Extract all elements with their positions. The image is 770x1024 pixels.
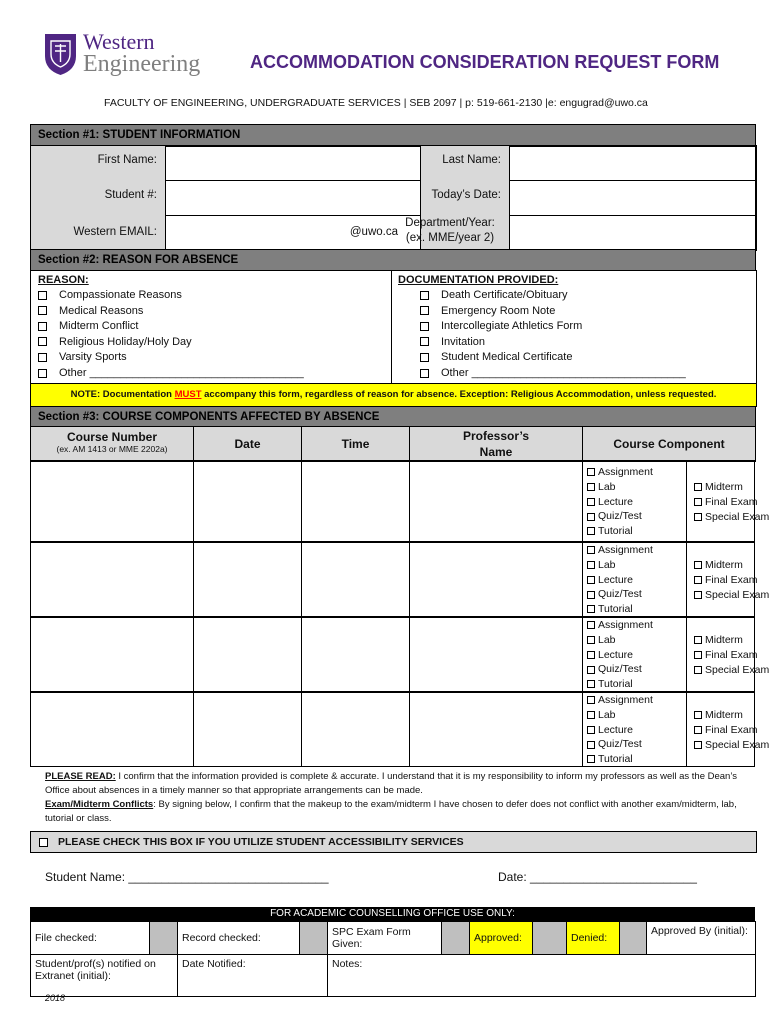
- checkbox-icon[interactable]: [694, 726, 702, 734]
- documentation-list: [420, 288, 686, 382]
- component-option[interactable]: [694, 663, 770, 678]
- checkbox-icon[interactable]: [694, 561, 702, 569]
- component-option[interactable]: [587, 708, 685, 723]
- component-right-list: [694, 480, 770, 524]
- checkbox-icon[interactable]: [587, 605, 595, 613]
- component-option-label: Lecture: [598, 573, 634, 586]
- date-header: Date: [194, 427, 302, 462]
- component-left-list: [587, 618, 685, 692]
- component-option-label: Special Exam: [705, 738, 770, 751]
- component-option-label: Special Exam: [705, 663, 770, 676]
- checkbox-icon[interactable]: [694, 591, 702, 599]
- component-option[interactable]: [587, 618, 685, 633]
- email-suffix: @uwo.ca: [349, 226, 398, 238]
- denied-label: Denied:: [567, 922, 620, 955]
- checkbox-icon[interactable]: [38, 306, 47, 315]
- component-option[interactable]: [587, 737, 685, 752]
- component-option-label: Lecture: [598, 495, 634, 508]
- component-option-label: Assignment: [598, 619, 653, 631]
- checkbox-icon[interactable]: [587, 513, 595, 521]
- checkbox-icon[interactable]: [420, 369, 429, 378]
- first-name-label: First Name:: [97, 154, 157, 166]
- todays-date-label: Today’s Date:: [431, 189, 501, 201]
- component-option-label: Assignment: [598, 544, 653, 556]
- reason-list: [38, 288, 304, 382]
- section3-header: Section #3: COURSE COMPONENTS AFFECTED BY ABSENCE: [30, 406, 756, 428]
- component-option[interactable]: [587, 524, 685, 539]
- checkbox-icon[interactable]: [694, 513, 702, 521]
- documentation-item[interactable]: Other ___________________________________: [420, 366, 686, 382]
- course-number-cell[interactable]: [31, 461, 194, 541]
- component-option[interactable]: [694, 480, 770, 495]
- checkbox-icon[interactable]: [38, 337, 47, 346]
- component-option[interactable]: [587, 465, 685, 480]
- component-option[interactable]: [587, 573, 685, 588]
- component-option[interactable]: [587, 677, 685, 692]
- component-option[interactable]: [694, 510, 770, 525]
- component-option-label: Tutorial: [598, 753, 633, 766]
- checkbox-icon[interactable]: [587, 483, 595, 491]
- documentation-item[interactable]: Invitation: [420, 335, 686, 351]
- office-table: [30, 921, 756, 997]
- component-option-label: Assignment: [598, 694, 653, 706]
- logo: [44, 29, 224, 82]
- checkbox-icon[interactable]: [694, 498, 702, 506]
- checkbox-icon[interactable]: [587, 468, 595, 476]
- component-option-label: Lab: [598, 708, 616, 721]
- checkbox-icon[interactable]: [587, 546, 595, 554]
- component-divider: [686, 543, 687, 616]
- component-option-label: Quiz/Test: [598, 588, 642, 601]
- component-option-label: Lab: [598, 558, 616, 571]
- professor-cell[interactable]: [410, 461, 583, 541]
- file-checked-field[interactable]: [150, 922, 178, 955]
- component-option-label: Final Exam: [705, 648, 758, 661]
- component-option[interactable]: [694, 558, 770, 573]
- section1-grid: [30, 145, 757, 251]
- component-option[interactable]: [587, 723, 685, 738]
- checkbox-icon[interactable]: [38, 291, 47, 300]
- notified-label: Student/prof(s) notified on Extranet (initial):: [31, 955, 178, 997]
- please-read: PLEASE READ: I confirm that the information provided is complete & accurate. I understand that it is my responsibility to inform my professors as well as the Dean’s Office about absences in a timely manner so that appropriate arrangements can be made. Exam/Midterm Conflicts: By signing below, I confirm that the makeup to the exam/midterm I have chosen to defer does not conflict with another exam/midterm, lab, tutorial or class.: [45, 771, 738, 824]
- checkbox-icon[interactable]: [694, 651, 702, 659]
- todays-date-field[interactable]: [509, 180, 756, 216]
- component-option[interactable]: [587, 633, 685, 648]
- accessibility-row[interactable]: PLEASE CHECK THIS BOX IF YOU UTILIZE STUDENT ACCESSIBILITY SERVICES: [30, 831, 757, 853]
- notes-label: Notes:: [328, 955, 756, 997]
- student-number-label: Student #:: [104, 189, 157, 201]
- component-option-label: Quiz/Test: [598, 510, 642, 523]
- course-number-cell[interactable]: [31, 693, 194, 766]
- component-option[interactable]: [694, 723, 770, 738]
- checkbox-icon[interactable]: [587, 498, 595, 506]
- date-line[interactable]: Date: _________________________: [498, 870, 697, 884]
- reason-item[interactable]: Religious Holiday/Holy Day: [38, 335, 304, 351]
- component-option-label: Final Exam: [705, 723, 758, 736]
- component-option-label: Tutorial: [598, 603, 633, 616]
- checkbox-icon[interactable]: [38, 369, 47, 378]
- checkbox-icon[interactable]: [587, 591, 595, 599]
- checkbox-icon[interactable]: [420, 291, 429, 300]
- reason-item[interactable]: Midterm Conflict: [38, 319, 304, 335]
- component-left-list: [587, 543, 685, 617]
- page-title: ACCOMMODATION CONSIDERATION REQUEST FORM: [250, 52, 720, 72]
- reason-label: REASON:: [38, 274, 89, 286]
- documentation-item[interactable]: Emergency Room Note: [420, 304, 686, 320]
- professor-cell[interactable]: [410, 543, 583, 616]
- checkbox-icon[interactable]: [587, 755, 595, 763]
- approved-field[interactable]: [533, 922, 567, 955]
- component-option[interactable]: [587, 648, 685, 663]
- professor-header: Professor’s Name: [410, 427, 583, 462]
- component-option-label: Tutorial: [598, 525, 633, 538]
- checkbox-icon[interactable]: [587, 527, 595, 535]
- logo-engineering: Engineering: [83, 51, 201, 77]
- component-left-list: [587, 465, 685, 539]
- checkbox-icon[interactable]: [587, 711, 595, 719]
- checkbox-icon[interactable]: [694, 576, 702, 584]
- component-option-label: Quiz/Test: [598, 663, 642, 676]
- component-option-label: Special Exam: [705, 588, 770, 601]
- time-cell[interactable]: [302, 461, 410, 541]
- department-label-line2: (ex. MME/year 2): [405, 232, 495, 244]
- section2-header: Section #2: REASON FOR ABSENCE: [30, 249, 756, 271]
- checkbox-icon[interactable]: [587, 651, 595, 659]
- component-option[interactable]: [587, 662, 685, 677]
- reason-item[interactable]: Medical Reasons: [38, 304, 304, 320]
- form-year: 2018: [45, 993, 66, 1003]
- component-left-list: [587, 693, 685, 767]
- reason-item[interactable]: Other ___________________________________: [38, 366, 304, 382]
- last-name-field[interactable]: [509, 146, 756, 181]
- checkbox-icon[interactable]: [587, 666, 595, 674]
- component-option[interactable]: [587, 752, 685, 767]
- approved-by-label: Approved By (initial):: [647, 922, 756, 955]
- date-cell[interactable]: [194, 461, 302, 541]
- course-number-example: (ex. AM 1413 or MME 2202a): [56, 444, 168, 454]
- documentation-item[interactable]: Student Medical Certificate: [420, 350, 686, 366]
- checkbox-icon[interactable]: [420, 337, 429, 346]
- checkbox-icon[interactable]: [587, 696, 595, 704]
- component-option[interactable]: [694, 573, 770, 588]
- component-option-label: Quiz/Test: [598, 738, 642, 751]
- course-number-header: Course Number (ex. AM 1413 or MME 2202a): [31, 427, 194, 462]
- component-divider: [686, 618, 687, 691]
- component-option[interactable]: [694, 588, 770, 603]
- western-shield-icon: [44, 32, 77, 76]
- date-cell[interactable]: [194, 543, 302, 616]
- section1-header: Section #1: STUDENT INFORMATION: [30, 124, 756, 146]
- component-right-list: [694, 633, 770, 677]
- department-label-line1: Department/Year:: [405, 217, 495, 229]
- component-option-label: Final Exam: [705, 573, 758, 586]
- component-option[interactable]: [694, 495, 770, 510]
- component-option[interactable]: [694, 633, 770, 648]
- office-header: FOR ACADEMIC COUNSELLING OFFICE USE ONLY:: [30, 907, 755, 921]
- component-right-list: [694, 558, 770, 602]
- checkbox-icon[interactable]: [587, 561, 595, 569]
- component-option-label: Lecture: [598, 723, 634, 736]
- component-option-label: Midterm: [705, 559, 743, 571]
- reason-box: [30, 270, 757, 384]
- component-option[interactable]: [587, 587, 685, 602]
- reason-item[interactable]: Compassionate Reasons: [38, 288, 304, 304]
- checkbox-icon[interactable]: [694, 711, 702, 719]
- professor-cell[interactable]: [410, 618, 583, 691]
- component-option[interactable]: [587, 602, 685, 617]
- component-option[interactable]: [587, 543, 685, 558]
- checkbox-icon[interactable]: [694, 636, 702, 644]
- email-label: Western EMAIL:: [73, 226, 157, 238]
- component-option-label: Final Exam: [705, 495, 758, 508]
- denied-field[interactable]: [620, 922, 647, 955]
- checkbox-icon[interactable]: [694, 483, 702, 491]
- component-option-label: Midterm: [705, 634, 743, 646]
- course-row: [30, 692, 770, 767]
- documentation-item[interactable]: Death Certificate/Obituary: [420, 288, 686, 304]
- record-checked-label: Record checked:: [178, 922, 300, 955]
- accessibility-checkbox-icon[interactable]: [39, 838, 48, 847]
- department-label: [397, 216, 503, 246]
- component-option-label: Special Exam: [705, 510, 770, 523]
- component-option-label: Assignment: [598, 466, 653, 478]
- documentation-note: NOTE: Documentation MUST accompany this form, regardless of reason for absence. Exception: Religious Accommodation, unless requested.: [30, 383, 757, 407]
- checkbox-icon[interactable]: [587, 680, 595, 688]
- course-row: [30, 460, 770, 542]
- checkbox-icon[interactable]: [587, 576, 595, 584]
- course-table: [30, 426, 756, 462]
- component-option[interactable]: [694, 708, 770, 723]
- component-option[interactable]: [587, 558, 685, 573]
- component-option-label: Midterm: [705, 481, 743, 493]
- contact-info: FACULTY OF ENGINEERING, UNDERGRADUATE SERVICES | SEB 2097 | p: 519-661-2130 |e: engugrad@uwo.ca: [104, 97, 648, 109]
- course-row: [30, 617, 770, 692]
- approved-label: Approved:: [470, 922, 533, 955]
- component-option-label: Lab: [598, 633, 616, 646]
- component-divider: [686, 461, 687, 541]
- component-option[interactable]: [694, 648, 770, 663]
- spc-label: SPC Exam Form Given:: [328, 922, 442, 955]
- email-field[interactable]: [165, 215, 421, 251]
- component-right-list: [694, 708, 770, 752]
- component-option-label: Tutorial: [598, 678, 633, 691]
- component-divider: [686, 693, 687, 766]
- please-read-label: PLEASE READ:: [45, 771, 116, 782]
- component-option-label: Lab: [598, 480, 616, 493]
- checkbox-icon[interactable]: [587, 726, 595, 734]
- first-name-field[interactable]: [165, 146, 421, 181]
- course-number-cell[interactable]: [31, 543, 194, 616]
- spc-field[interactable]: [442, 922, 470, 955]
- logo-western: Western: [83, 29, 155, 54]
- checkbox-icon[interactable]: [587, 636, 595, 644]
- component-option-label: Midterm: [705, 709, 743, 721]
- component-option[interactable]: [587, 480, 685, 495]
- checkbox-icon[interactable]: [38, 322, 47, 331]
- time-cell[interactable]: [302, 618, 410, 691]
- component-header: Course Component: [583, 427, 756, 462]
- checkbox-icon[interactable]: [420, 322, 429, 331]
- time-header: Time: [302, 427, 410, 462]
- date-notified-label: Date Notified:: [178, 955, 328, 997]
- time-cell[interactable]: [302, 693, 410, 766]
- reason-item[interactable]: Varsity Sports: [38, 350, 304, 366]
- last-name-label: Last Name:: [442, 154, 501, 166]
- checkbox-icon[interactable]: [38, 353, 47, 362]
- component-option[interactable]: [587, 495, 685, 510]
- component-option[interactable]: [694, 738, 770, 753]
- student-number-field[interactable]: [165, 180, 421, 216]
- documentation-item[interactable]: Intercollegiate Athletics Form: [420, 319, 686, 335]
- checkbox-icon[interactable]: [694, 741, 702, 749]
- date-cell[interactable]: [194, 693, 302, 766]
- checkbox-icon[interactable]: [420, 353, 429, 362]
- department-field[interactable]: [509, 215, 756, 251]
- file-checked-label: File checked:: [31, 922, 150, 955]
- professor-cell[interactable]: [410, 693, 583, 766]
- date-cell[interactable]: [194, 618, 302, 691]
- course-row: [30, 542, 770, 617]
- must-text: MUST: [174, 389, 202, 400]
- checkbox-icon[interactable]: [587, 741, 595, 749]
- component-option-label: Lecture: [598, 648, 634, 661]
- conflicts-label: Exam/Midterm Conflicts: [45, 799, 154, 810]
- course-number-cell[interactable]: [31, 618, 194, 691]
- checkbox-icon[interactable]: [420, 306, 429, 315]
- documentation-label: DOCUMENTATION PROVIDED:: [398, 274, 559, 286]
- checkbox-icon[interactable]: [587, 621, 595, 629]
- time-cell[interactable]: [302, 543, 410, 616]
- checkbox-icon[interactable]: [694, 666, 702, 674]
- record-checked-field[interactable]: [300, 922, 328, 955]
- student-name-line[interactable]: Student Name: ______________________________: [45, 870, 329, 884]
- component-option[interactable]: [587, 693, 685, 708]
- component-option[interactable]: [587, 509, 685, 524]
